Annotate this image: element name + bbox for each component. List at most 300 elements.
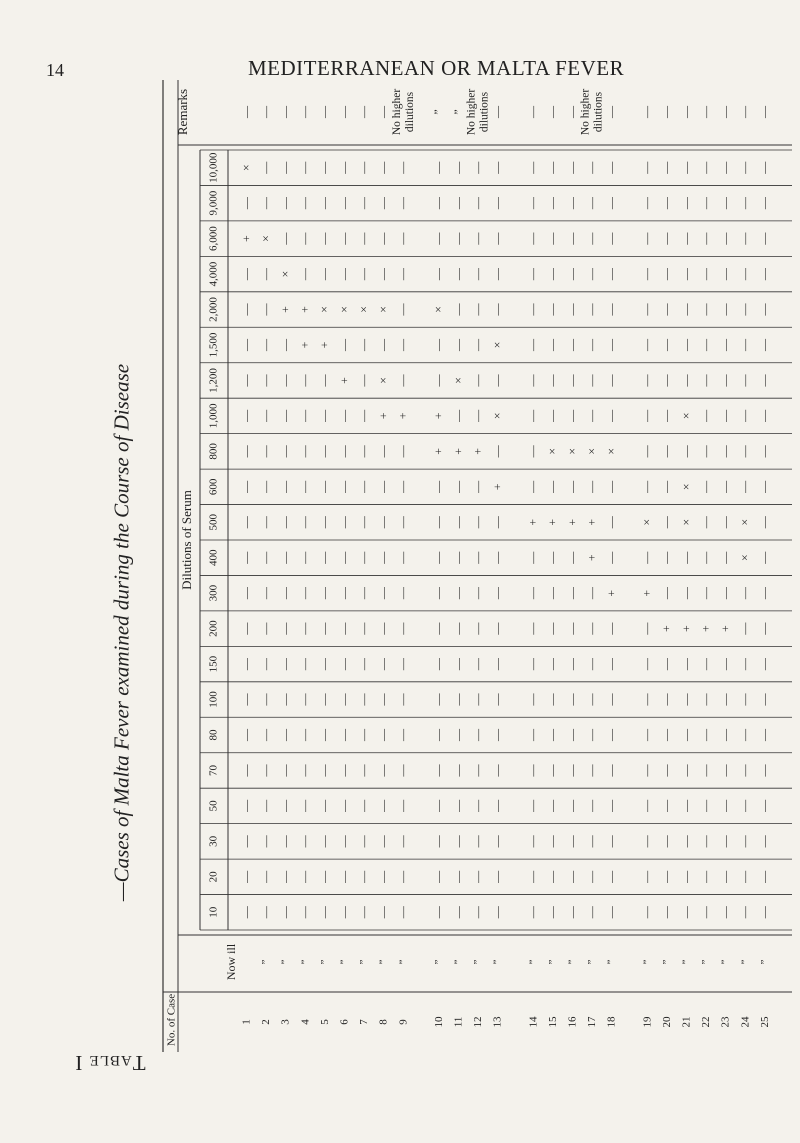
result-nil: — — [356, 232, 371, 245]
result-nil: — — [395, 445, 410, 458]
result-nil: — — [717, 480, 732, 493]
result-nil: — — [277, 693, 292, 706]
dilution-label: 80 — [207, 729, 220, 741]
result-nil: — — [584, 587, 599, 600]
result-nil: — — [603, 374, 618, 387]
result-nil: — — [584, 764, 599, 777]
result-nil: — — [297, 516, 312, 529]
result-nil: — — [737, 197, 752, 210]
result-nil: — — [297, 232, 312, 245]
result-nil: — — [639, 480, 654, 493]
result-nil: — — [639, 622, 654, 635]
result-nil: — — [317, 870, 332, 883]
result-nil: — — [603, 268, 618, 281]
result-nil: — — [698, 693, 713, 706]
result-cross: × — [545, 447, 560, 455]
result-nil: — — [297, 374, 312, 387]
result-cross: × — [678, 412, 693, 420]
result-nil: — — [757, 197, 772, 210]
result-nil: — — [678, 799, 693, 812]
result-nil: — — [584, 303, 599, 316]
result-nil: — — [564, 303, 579, 316]
result-nil: — — [375, 161, 390, 174]
result-nil: — — [603, 339, 618, 351]
result-nil: — — [698, 764, 713, 777]
dilution-label: 500 — [207, 514, 220, 531]
result-nil: — — [450, 232, 465, 245]
result-nil: — — [698, 374, 713, 387]
result-nil: — — [639, 729, 654, 741]
result-nil: — — [470, 799, 485, 812]
result-nil: — — [431, 551, 446, 564]
result-nil: — — [431, 374, 446, 387]
result-nil: — — [297, 445, 312, 458]
result-nil: — — [336, 906, 351, 919]
result-nil: — — [238, 303, 253, 316]
result-nil: — — [317, 268, 332, 281]
result-nil: — — [258, 480, 273, 493]
result-nil: — — [659, 303, 674, 316]
result-nil: — — [238, 799, 253, 812]
result-nil: — — [639, 799, 654, 812]
case-number: 24 — [739, 1016, 752, 1028]
result-nil: — — [603, 799, 618, 812]
case-number: 14 — [527, 1016, 540, 1028]
remark-nil: — — [317, 106, 332, 118]
result-nil: — — [698, 551, 713, 564]
now-ill-value: ” — [472, 959, 485, 965]
result-nil: — — [678, 835, 693, 848]
result-nil: — — [678, 197, 693, 210]
result-nil: — — [737, 622, 752, 635]
result-nil: — — [375, 764, 390, 777]
result-nil: — — [470, 551, 485, 564]
result-nil: — — [659, 835, 674, 848]
result-nil: — — [525, 551, 540, 564]
case-number: 15 — [546, 1016, 559, 1028]
result-nil: — — [584, 409, 599, 422]
result-plus: + — [525, 518, 540, 526]
result-nil: — — [639, 197, 654, 210]
table-rules — [163, 80, 792, 1052]
result-nil: — — [698, 587, 713, 600]
result-nil: — — [659, 516, 674, 529]
result-nil: — — [639, 764, 654, 777]
case-number: 9 — [397, 1019, 410, 1025]
result-nil: — — [545, 622, 560, 635]
result-nil: — — [356, 480, 371, 493]
result-nil: — — [564, 268, 579, 281]
case-number: 18 — [605, 1016, 618, 1028]
result-nil: — — [317, 622, 332, 635]
result-nil: — — [431, 835, 446, 848]
remark-nil: — — [678, 106, 693, 118]
result-nil: — — [297, 870, 312, 883]
result-nil: — — [317, 161, 332, 174]
result-cross: × — [564, 447, 579, 455]
result-nil: — — [356, 658, 371, 671]
dilution-label: 10 — [207, 906, 220, 918]
table-caption-label: Table I — [74, 1051, 146, 1075]
result-nil: — — [545, 693, 560, 706]
result-nil: — — [757, 587, 772, 600]
result-nil: — — [277, 870, 292, 883]
result-nil: — — [238, 764, 253, 777]
result-cross: × — [375, 377, 390, 384]
result-nil: — — [545, 232, 560, 245]
result-nil: — — [584, 906, 599, 919]
result-nil: — — [238, 622, 253, 635]
result-nil: — — [450, 906, 465, 919]
result-nil: — — [678, 551, 693, 564]
result-nil: — — [564, 622, 579, 635]
result-nil: — — [375, 197, 390, 210]
dilution-label: 30 — [207, 835, 220, 847]
result-nil: — — [757, 303, 772, 316]
result-nil: — — [238, 835, 253, 848]
result-nil: — — [717, 693, 732, 706]
result-nil: — — [317, 764, 332, 777]
result-nil: — — [698, 445, 713, 458]
result-nil: — — [317, 445, 332, 458]
result-nil: — — [297, 835, 312, 848]
result-nil: — — [277, 551, 292, 564]
result-nil: — — [395, 729, 410, 741]
result-nil: — — [375, 799, 390, 812]
result-nil: — — [525, 374, 540, 387]
result-nil: — — [698, 906, 713, 919]
dilution-label: 800 — [207, 443, 220, 460]
result-nil: — — [584, 374, 599, 387]
result-nil: — — [525, 835, 540, 848]
result-nil: — — [564, 409, 579, 422]
result-plus: + — [375, 412, 390, 420]
result-nil: — — [489, 764, 504, 777]
dilution-label: 2,000 — [207, 297, 220, 322]
result-cross: × — [356, 306, 371, 313]
result-nil: — — [395, 870, 410, 883]
result-nil: — — [356, 835, 371, 848]
result-nil: — — [317, 516, 332, 529]
result-nil: — — [238, 197, 253, 210]
case-number: 21 — [680, 1016, 693, 1028]
result-cross: × — [737, 518, 752, 526]
result-nil: — — [258, 835, 273, 848]
result-nil: — — [450, 268, 465, 281]
result-nil: — — [659, 374, 674, 387]
remark-nil: — — [698, 106, 713, 118]
result-nil: — — [356, 445, 371, 458]
result-nil: — — [737, 232, 752, 245]
result-nil: — — [639, 409, 654, 422]
result-nil: — — [317, 232, 332, 245]
result-nil: — — [336, 799, 351, 812]
result-cross: × — [238, 164, 253, 172]
result-nil: — — [564, 658, 579, 671]
result-nil: — — [277, 906, 292, 919]
result-plus: + — [395, 412, 410, 420]
result-nil: — — [450, 693, 465, 706]
result-nil: — — [737, 729, 752, 741]
result-nil: — — [470, 587, 485, 600]
remark-nil: — — [489, 106, 504, 118]
result-nil: — — [431, 480, 446, 493]
result-nil: — — [525, 409, 540, 422]
result-nil: — — [431, 764, 446, 777]
result-nil: — — [395, 480, 410, 493]
remark-ditto: ” — [450, 109, 465, 115]
result-nil: — — [277, 587, 292, 600]
result-nil: — — [659, 658, 674, 671]
result-nil: — — [277, 161, 292, 174]
result-nil: — — [317, 729, 332, 741]
result-nil: — — [258, 799, 273, 812]
result-nil: — — [698, 303, 713, 316]
result-nil: — — [737, 587, 752, 600]
result-nil: — — [395, 197, 410, 210]
result-nil: — — [450, 409, 465, 422]
dilution-label: 200 — [207, 620, 220, 637]
result-nil: — — [737, 303, 752, 316]
result-nil: — — [375, 480, 390, 493]
result-nil: — — [356, 622, 371, 635]
result-nil: — — [395, 303, 410, 316]
result-nil: — — [277, 480, 292, 493]
dilution-label: 300 — [207, 584, 220, 602]
result-nil: — — [450, 339, 465, 351]
result-nil: — — [356, 906, 371, 919]
case-number: 20 — [660, 1016, 673, 1028]
result-nil: — — [317, 551, 332, 564]
table-cells — [239, 89, 771, 1028]
result-cross: × — [450, 377, 465, 384]
result-nil: — — [737, 268, 752, 281]
result-nil: — — [525, 729, 540, 741]
result-nil: — — [678, 268, 693, 281]
result-nil: — — [450, 835, 465, 848]
case-number: 1 — [240, 1019, 253, 1025]
result-nil: — — [258, 658, 273, 671]
result-nil: — — [297, 799, 312, 812]
result-plus: + — [717, 625, 732, 633]
result-nil: — — [639, 232, 654, 245]
result-nil: — — [717, 516, 732, 529]
result-plus: + — [659, 625, 674, 633]
result-nil: — — [395, 658, 410, 671]
result-nil: — — [525, 303, 540, 316]
result-nil: — — [238, 587, 253, 600]
now-ill-value: ” — [680, 959, 693, 965]
result-plus: + — [297, 341, 312, 349]
result-nil: — — [737, 693, 752, 706]
result-plus: + — [584, 518, 599, 526]
result-nil: — — [238, 729, 253, 741]
result-nil: — — [317, 374, 332, 387]
result-nil: — — [737, 161, 752, 174]
now-ill-value: ” — [452, 959, 465, 965]
result-nil: — — [238, 516, 253, 529]
result-plus: + — [639, 589, 654, 597]
result-nil: — — [356, 799, 371, 812]
result-nil: — — [258, 197, 273, 210]
result-nil: — — [545, 551, 560, 564]
result-nil: — — [450, 764, 465, 777]
result-nil: — — [258, 622, 273, 635]
result-nil: — — [564, 835, 579, 848]
result-nil: — — [297, 551, 312, 564]
result-nil: — — [450, 551, 465, 564]
result-nil: — — [489, 551, 504, 564]
result-nil: — — [564, 374, 579, 387]
result-plus: + — [238, 235, 253, 243]
result-nil: — — [545, 480, 560, 493]
result-nil: — — [395, 374, 410, 387]
result-plus: + — [489, 483, 504, 491]
result-nil: — — [757, 409, 772, 422]
result-nil: — — [375, 835, 390, 848]
result-nil: — — [297, 587, 312, 600]
result-nil: — — [639, 161, 654, 174]
case-number: 23 — [719, 1016, 732, 1028]
result-nil: — — [698, 870, 713, 883]
result-nil: — — [317, 693, 332, 706]
result-nil: — — [297, 764, 312, 777]
result-nil: — — [336, 445, 351, 458]
result-plus: + — [450, 447, 465, 455]
result-nil: — — [336, 409, 351, 422]
result-nil: — — [489, 835, 504, 848]
result-nil: — — [317, 835, 332, 848]
result-nil: — — [545, 799, 560, 812]
result-nil: — — [356, 764, 371, 777]
result-nil: — — [375, 906, 390, 919]
result-nil: — — [489, 870, 504, 883]
remark-nil: — — [603, 106, 618, 118]
result-nil: — — [297, 161, 312, 174]
result-nil: — — [564, 693, 579, 706]
result-nil: — — [238, 268, 253, 281]
result-nil: — — [717, 729, 732, 741]
result-nil: — — [525, 764, 540, 777]
result-nil: — — [297, 906, 312, 919]
now-ill-value: ” — [660, 959, 673, 965]
remark-nil: — — [737, 106, 752, 118]
result-nil: — — [564, 799, 579, 812]
result-nil: — — [525, 658, 540, 671]
result-nil: — — [277, 232, 292, 245]
now-ill-value: ” — [700, 959, 713, 965]
result-nil: — — [584, 232, 599, 245]
remark-nil: — — [356, 106, 371, 118]
result-nil: — — [525, 197, 540, 210]
result-nil: — — [659, 551, 674, 564]
result-nil: — — [659, 445, 674, 458]
result-nil: — — [470, 232, 485, 245]
dilution-label: 50 — [207, 800, 220, 812]
result-nil: — — [545, 374, 560, 387]
result-nil: — — [356, 870, 371, 883]
result-nil: — — [564, 764, 579, 777]
case-number: 7 — [358, 1019, 371, 1025]
case-number: 5 — [318, 1019, 331, 1025]
result-nil: — — [584, 268, 599, 281]
result-nil: — — [375, 658, 390, 671]
result-nil: — — [258, 268, 273, 281]
result-nil: — — [356, 693, 371, 706]
now-ill-value: ” — [397, 959, 410, 965]
result-nil: — — [297, 658, 312, 671]
result-nil: — — [431, 799, 446, 812]
result-nil: — — [639, 303, 654, 316]
result-nil: — — [757, 622, 772, 635]
result-nil: — — [603, 480, 618, 493]
result-nil: — — [431, 587, 446, 600]
result-nil: — — [336, 480, 351, 493]
result-plus: + — [431, 412, 446, 420]
now-ill-value: ” — [338, 959, 351, 965]
result-nil: — — [489, 445, 504, 458]
case-number: 12 — [472, 1016, 485, 1028]
result-nil: — — [336, 835, 351, 848]
result-nil: — — [375, 339, 390, 351]
result-nil: — — [678, 906, 693, 919]
result-nil: — — [584, 622, 599, 635]
result-nil: — — [603, 551, 618, 564]
result-nil: — — [757, 480, 772, 493]
result-nil: — — [277, 516, 292, 529]
result-nil: — — [258, 729, 273, 741]
result-nil: — — [258, 409, 273, 422]
result-nil: — — [317, 587, 332, 600]
result-nil: — — [489, 161, 504, 174]
remark-no-higher: No higherdilutions — [390, 88, 416, 136]
dilution-label: 9,000 — [207, 190, 220, 216]
case-number: 4 — [299, 1019, 312, 1025]
result-nil: — — [659, 799, 674, 812]
result-nil: — — [757, 906, 772, 919]
result-nil: — — [564, 729, 579, 741]
now-ill-value: ” — [758, 959, 771, 965]
result-nil: — — [489, 303, 504, 316]
result-nil: — — [757, 445, 772, 458]
result-nil: — — [603, 693, 618, 706]
result-nil: — — [470, 480, 485, 493]
result-nil: — — [395, 551, 410, 564]
result-plus: + — [545, 518, 560, 526]
result-nil: — — [317, 906, 332, 919]
result-plus: + — [277, 306, 292, 313]
result-nil: — — [584, 658, 599, 671]
result-nil: — — [659, 232, 674, 245]
result-nil: — — [639, 374, 654, 387]
result-nil: — — [757, 870, 772, 883]
result-nil: — — [375, 445, 390, 458]
result-nil: — — [737, 906, 752, 919]
result-nil: — — [678, 374, 693, 387]
result-nil: — — [737, 835, 752, 848]
result-cross: × — [317, 306, 332, 313]
case-number: 22 — [700, 1016, 713, 1028]
case-number: 25 — [758, 1016, 771, 1028]
result-nil: — — [639, 551, 654, 564]
result-nil: — — [564, 161, 579, 174]
result-nil: — — [603, 232, 618, 245]
remark-ditto: ” — [431, 109, 446, 115]
dilution-label: 10,000 — [207, 152, 220, 183]
result-nil: — — [450, 870, 465, 883]
result-cross: × — [678, 483, 693, 491]
remarks-header: Remarks — [174, 88, 190, 136]
